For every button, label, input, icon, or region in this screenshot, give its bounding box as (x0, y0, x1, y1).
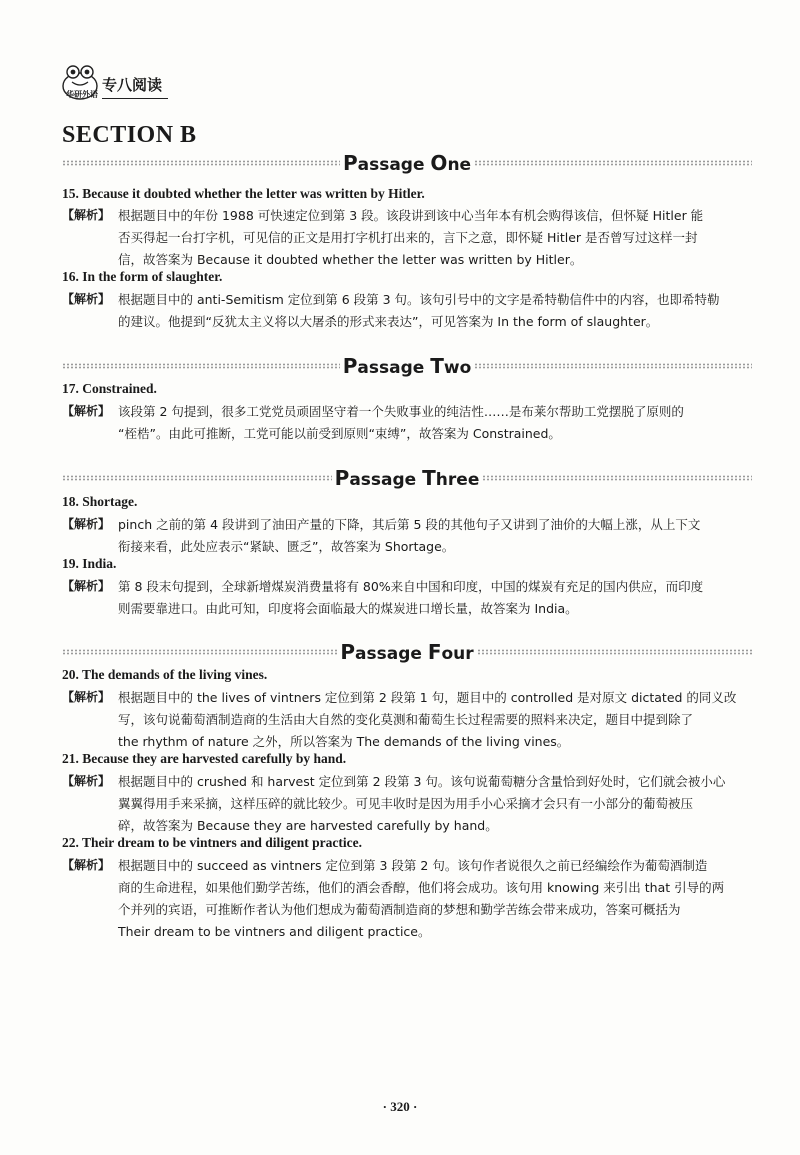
passage-banner (62, 641, 752, 663)
analysis-tag: 【解析】 (62, 404, 111, 418)
analysis-line: 翼翼得用手来采摘，这样压碎的就比较少。可见丰收时是因为用手小心采摘才会只有一小部分的葡萄被压 (118, 796, 694, 811)
analysis-line: 根据题目中的 succeed as vintners 定位到第 3 段第 2 句。该句作者说很久之前已经编绘作为葡萄酒制造 (118, 858, 708, 873)
question: 22. Their dream to be vintners and diligent practice. (62, 835, 362, 850)
analysis-line: 写，该句说葡萄酒制造商的生活由大自然的变化莫测和葡萄生长过程需要的照料来决定，题目中提到除了 (118, 712, 694, 727)
analysis-tag: 【解析】 (62, 858, 111, 872)
passage-banner (62, 467, 752, 489)
passage-title: Passage Three (334, 466, 480, 490)
analysis-line: 个并列的宾语，可推断作者认为他们想成为葡萄酒制造商的梦想和勤学苦练会带来成功，答案可概括为 (118, 902, 681, 917)
question: 16. In the form of slaughter. (62, 269, 223, 284)
analysis-line: 否买得起一台打字机，可见信的正文是用打字机打出来的，言下之意，即怀疑 Hitler 是否曾写过这样一封 (118, 230, 698, 245)
analysis-tag: 【解析】 (62, 690, 111, 704)
question: 21. Because they are harvested carefully by hand. (62, 751, 347, 766)
page-header (60, 62, 200, 102)
section-title: SECTION B (62, 122, 197, 148)
analysis-line: 则需要靠进口。由此可知，印度将会面临最大的煤炭进口增长量，故答案为 India。 (118, 601, 578, 616)
analysis-tag: 【解析】 (62, 208, 111, 222)
analysis-line: 的建议。他提到“反犹太主义将以大屠杀的形式来表达”，可见答案为 In the form of slaughter。 (118, 314, 659, 329)
passage-title: Passage Two (342, 354, 472, 378)
analysis-line: pinch 之前的第 4 段讲到了油田产量的下降，其后第 5 段的其他句子又讲到了油价的大幅上涨，从上下文 (118, 517, 701, 532)
passage-title: Passage Four (340, 640, 474, 664)
analysis-line: Their dream to be vintners and diligent practice。 (118, 924, 431, 939)
analysis-tag: 【解析】 (62, 517, 111, 531)
analysis-line: 衔接来看，此处应表示“紧缺、匮乏”，故答案为 Shortage。 (118, 539, 455, 554)
logo-text: 华研外语 (66, 90, 98, 99)
page-number: · 320 · (382, 1099, 418, 1114)
analysis-line: 根据题目中的 anti-Semitism 定位到第 6 段第 3 句。该句引号中的文字是希特勒信件中的内容，也即希特勒 (118, 292, 720, 307)
question: 18. Shortage. (62, 494, 138, 509)
analysis-line: 根据题目中的年份 1988 可快速定位到第 3 段。该段讲到该中心当年本有机会购得该信，但怀疑 Hitler 能 (118, 208, 704, 223)
question: 17. Constrained. (62, 381, 157, 396)
question: 15. Because it doubted whether the letter was written by Hitler. (62, 186, 425, 201)
header-title: 专八阅读 (102, 74, 168, 99)
analysis-tag: 【解析】 (62, 292, 111, 306)
analysis-line: 根据题目中的 the lives of vintners 定位到第 2 段第 1 句，题目中的 controlled 是对原文 dictated 的同义改 (118, 690, 737, 705)
question: 20. The demands of the living vines. (62, 667, 268, 682)
analysis-line: 第 8 段末句提到，全球新增煤炭消费量将有 80%来自中国和印度，中国的煤炭有充足的国内供应，而印度 (118, 579, 704, 594)
analysis-tag: 【解析】 (62, 579, 111, 593)
analysis-line: 商的生命进程，如果他们勤学苦练，他们的酒会香醇，他们将会成功。该句用 knowing 来引出 that 引导的两 (118, 880, 725, 895)
analysis-line: the rhythm of nature 之外，所以答案为 The demands of the living vines。 (118, 734, 570, 749)
passage-banner (62, 152, 752, 174)
analysis-line: 根据题目中的 crushed 和 harvest 定位到第 2 段第 3 句。该句说葡萄糖分含量恰到好处时，它们就会被小心 (118, 774, 726, 789)
analysis-line: “桎梏”。由此可推断，工党可能以前受到原则“束缚”，故答案为 Constrained。 (118, 426, 561, 441)
analysis-line: 碎，故答案为 Because they are harvested carefully by hand。 (118, 818, 498, 833)
analysis-tag: 【解析】 (62, 774, 111, 788)
passage-title: Passage One (342, 151, 472, 175)
passage-banner (62, 355, 752, 377)
analysis-line: 该段第 2 句提到，很多工党党员顽固坚守着一个失败事业的纯洁性……是布莱尔帮助工党摆脱了原则的 (118, 404, 684, 419)
question: 19. India. (62, 556, 117, 571)
analysis-line: 信，故答案为 Because it doubted whether the letter was written by Hitler。 (118, 252, 583, 267)
